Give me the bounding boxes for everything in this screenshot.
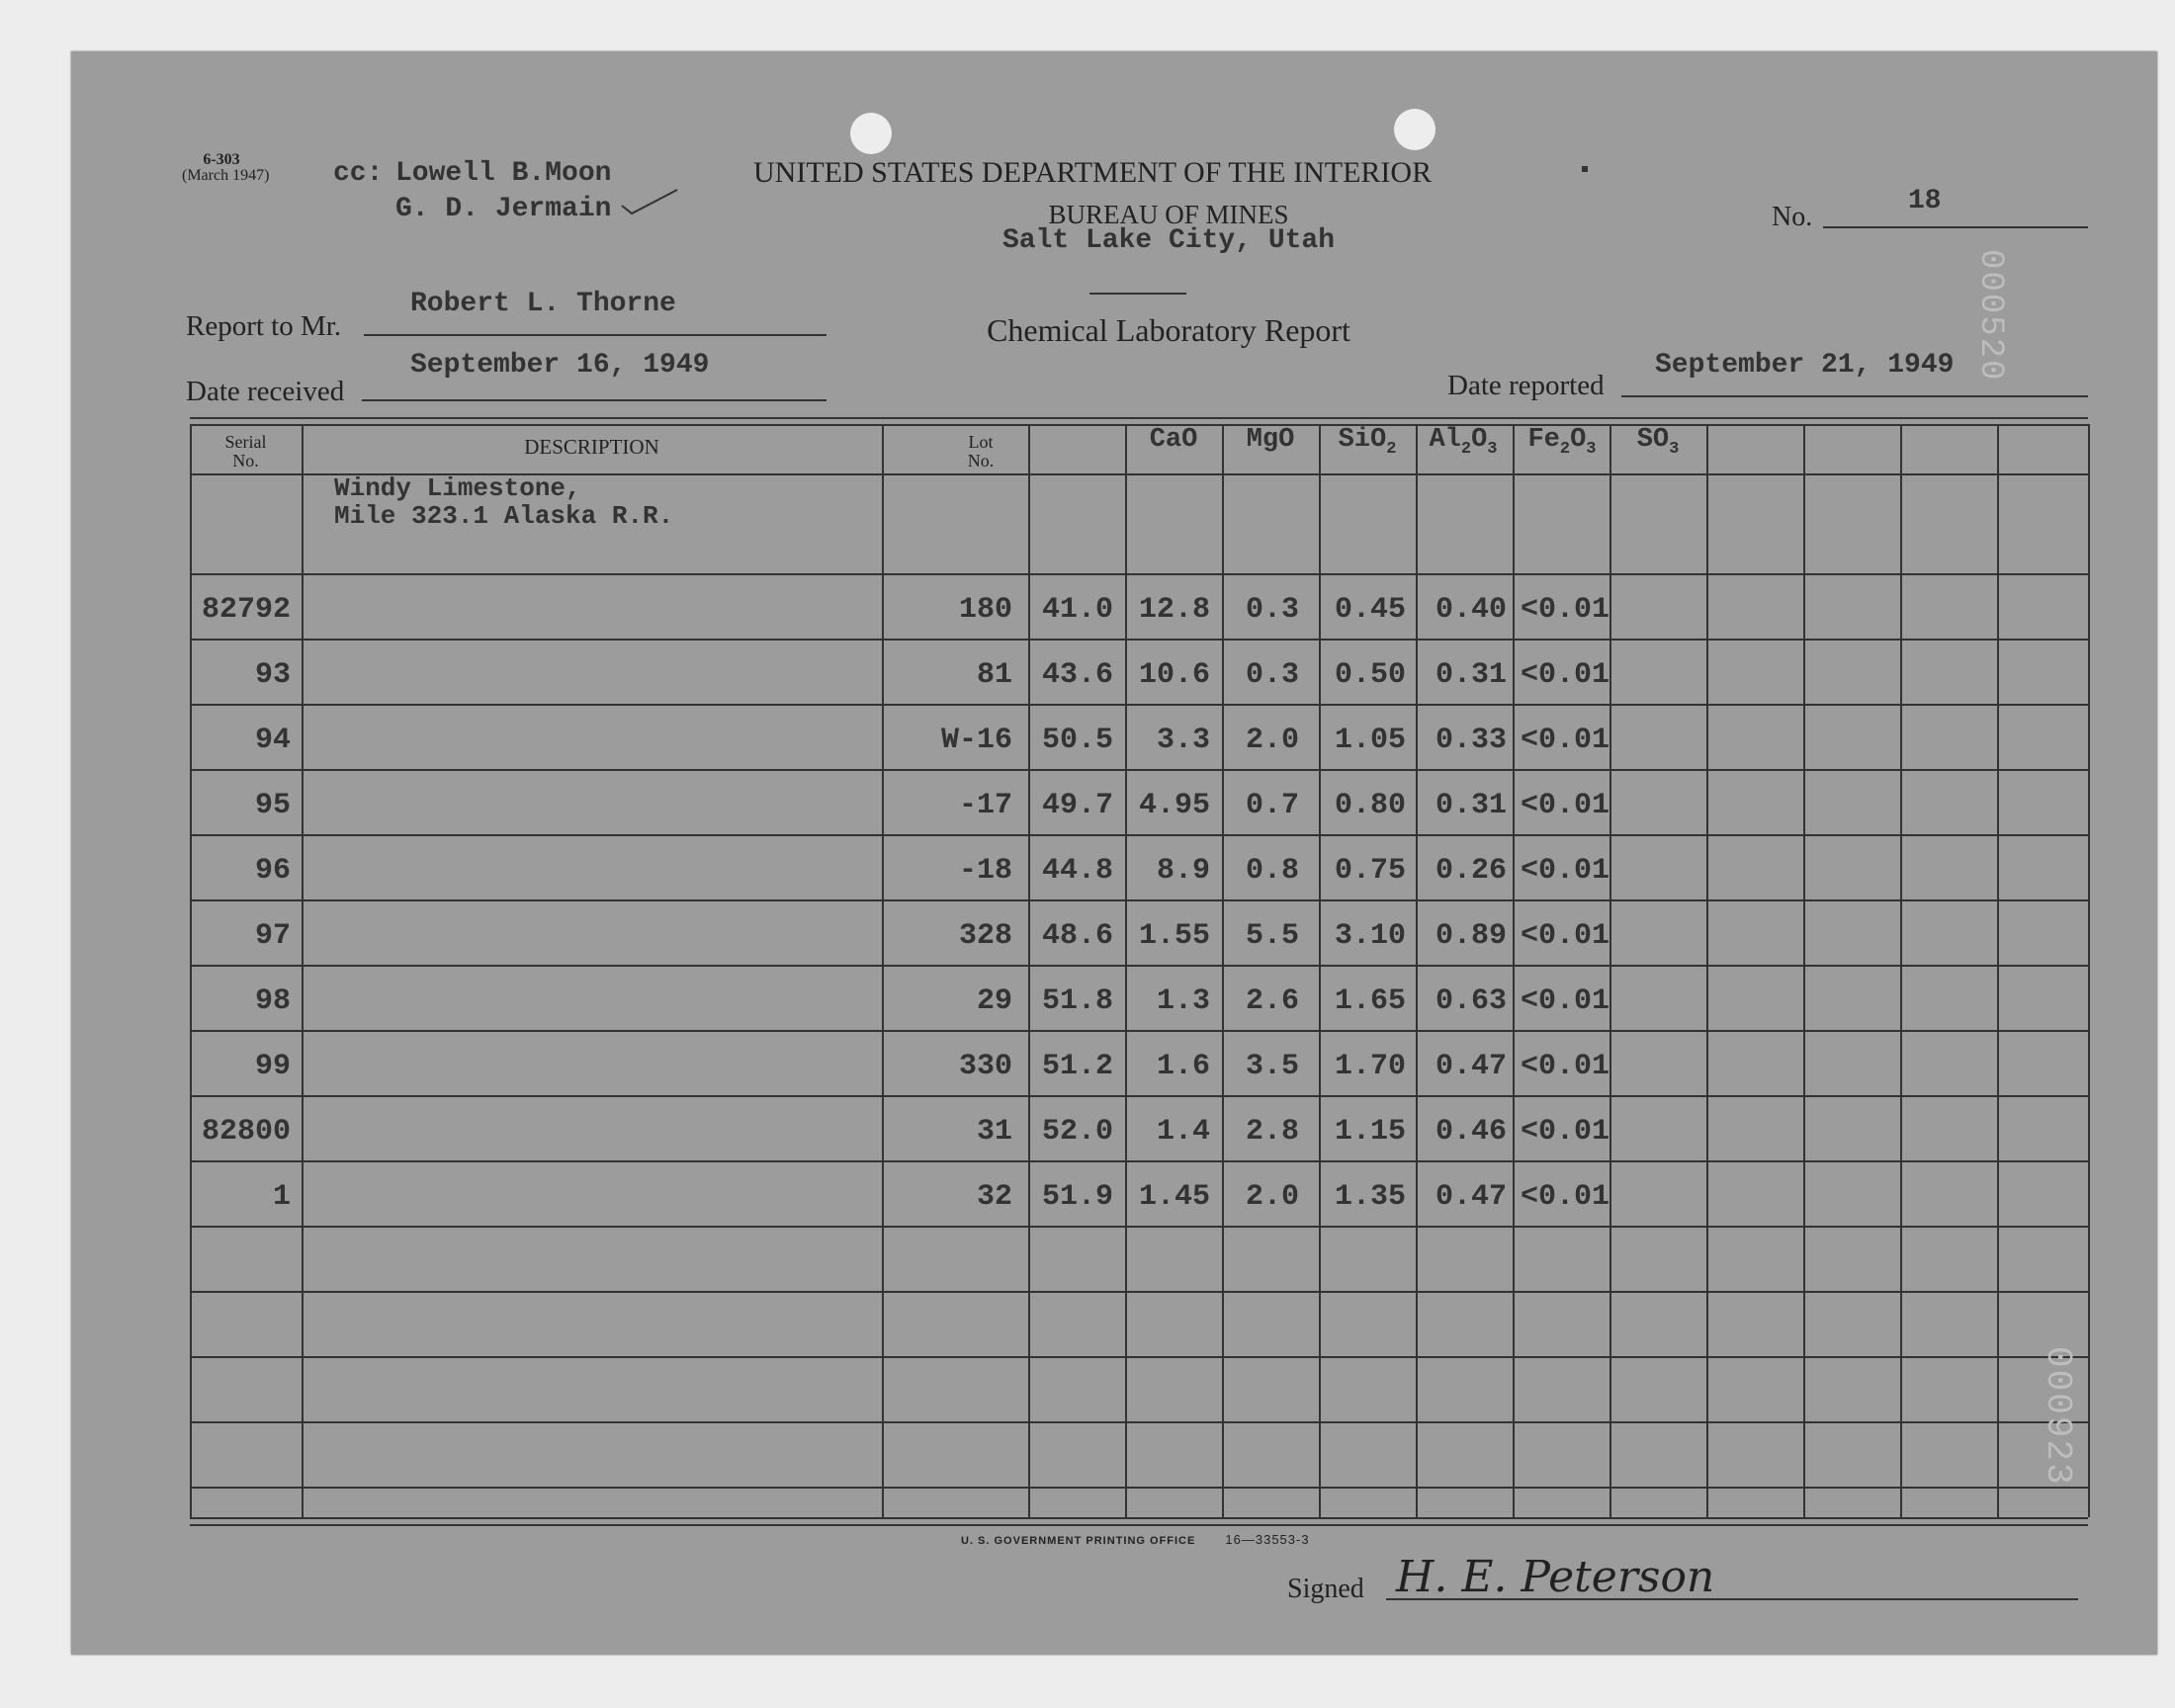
cell-lot: 328 <box>958 919 1012 953</box>
cell-serial: 93 <box>254 658 291 692</box>
col-line-blank-3 <box>1900 424 1902 1517</box>
cell-mgo: 1.3 <box>1156 984 1210 1018</box>
printer-code: 16—33553-3 <box>1225 1532 1310 1547</box>
cell-mgo: 1.55 <box>1138 919 1210 953</box>
cell-serial: 97 <box>254 919 291 953</box>
al-o-subscript: 3 <box>1487 440 1498 459</box>
cell-sio2: 2.0 <box>1245 1180 1299 1214</box>
table-top-rule <box>190 417 2088 419</box>
cell-lot: 180 <box>958 593 1012 627</box>
cell-serial: 95 <box>254 789 291 822</box>
col-line-so3 <box>1610 424 1611 1517</box>
fe-text: Fe <box>1527 425 1560 455</box>
location-text: Salt Lake City, Utah <box>1001 225 1336 256</box>
cell-cao: 44.8 <box>1041 854 1113 888</box>
fe-o-text: O <box>1570 425 1587 455</box>
cell-sio2: 2.0 <box>1245 724 1299 757</box>
cell-mgo: 4.95 <box>1138 789 1210 822</box>
report-title: Chemical Laboratory Report <box>987 312 1350 348</box>
cell-al2o3: 1.05 <box>1334 724 1406 757</box>
cell-lot: 29 <box>976 984 1012 1018</box>
cell-so3: <0.01 <box>1520 724 1610 757</box>
header-cao: CaO <box>1149 425 1198 455</box>
cell-serial: 99 <box>254 1050 291 1083</box>
cell-al2o3: 1.35 <box>1334 1180 1406 1214</box>
check-mark-icon <box>620 188 679 217</box>
header-lot-no <box>941 433 1020 470</box>
cell-cao: 51.9 <box>1041 1180 1113 1214</box>
cell-fe2o3: 0.46 <box>1435 1115 1507 1149</box>
cell-so3: <0.01 <box>1520 789 1610 822</box>
cc-recipient-1: Lowell B.Moon <box>395 158 612 189</box>
header-fe2o3 <box>1513 425 1611 459</box>
bureau-heading: BUREAU OF MINES <box>1048 200 1289 229</box>
cell-serial: 96 <box>254 854 291 888</box>
cell-fe2o3: 0.31 <box>1435 658 1507 692</box>
sio2-main-text: SiO <box>1338 425 1387 455</box>
cell-mgo: 1.4 <box>1156 1115 1210 1149</box>
cell-cao: 48.6 <box>1041 919 1113 953</box>
cell-sio2: 0.3 <box>1245 593 1299 627</box>
sio2-subscript: 2 <box>1386 440 1397 459</box>
cell-lot: -18 <box>958 854 1012 888</box>
cc-label: cc: <box>333 158 384 189</box>
col-line-al2o3 <box>1416 424 1418 1517</box>
al-o-text: O <box>1471 425 1488 455</box>
cell-serial: 98 <box>254 984 291 1018</box>
cell-sio2: 2.8 <box>1245 1115 1299 1149</box>
date-received-label: Date received <box>186 376 345 407</box>
col-line-lot <box>1028 424 1030 1517</box>
header-description: DESCRIPTION <box>524 435 659 459</box>
cell-sio2: 0.3 <box>1245 658 1299 692</box>
cell-al2o3: 1.70 <box>1334 1050 1406 1083</box>
cell-mgo: 3.3 <box>1156 724 1210 757</box>
cell-fe2o3: 0.33 <box>1435 724 1507 757</box>
header-serial-no-text: No. <box>232 451 259 470</box>
cell-lot: -17 <box>958 789 1012 822</box>
cell-lot: 330 <box>958 1050 1012 1083</box>
col-line-blank-1 <box>1706 424 1708 1517</box>
header-mgo: MgO <box>1246 425 1295 455</box>
punch-hole-right <box>1394 109 1436 150</box>
cell-so3: <0.01 <box>1520 593 1610 627</box>
cell-sio2: 5.5 <box>1245 919 1299 953</box>
report-to-value: Robert L. Thorne <box>410 289 676 319</box>
so3-main-text: SO <box>1636 425 1670 455</box>
cell-serial: 82800 <box>201 1115 291 1149</box>
header-lot-text: Lot <box>968 432 994 452</box>
report-no-value: 18 <box>1908 186 1942 216</box>
al-text: Al <box>1429 425 1461 455</box>
cell-fe2o3: 0.47 <box>1435 1180 1507 1214</box>
cell-al2o3: 0.80 <box>1334 789 1406 822</box>
cell-al2o3: 3.10 <box>1334 919 1406 953</box>
printer-line <box>961 1532 1310 1547</box>
header-al2o3 <box>1414 425 1513 459</box>
date-reported-line <box>1621 395 2088 397</box>
cell-sio2: 0.8 <box>1245 854 1299 888</box>
cell-sio2: 3.5 <box>1245 1050 1299 1083</box>
title-rule <box>1089 293 1186 295</box>
cell-cao: 51.8 <box>1041 984 1113 1018</box>
punch-hole-left <box>850 113 892 154</box>
cell-lot: W-16 <box>940 724 1012 757</box>
col-line-mgo <box>1222 424 1224 1517</box>
cell-so3: <0.01 <box>1520 658 1610 692</box>
cell-lot: 81 <box>976 658 1012 692</box>
cell-al2o3: 1.65 <box>1334 984 1406 1018</box>
signature: H. E. Peterson <box>1396 1552 1715 1602</box>
cell-fe2o3: 0.47 <box>1435 1050 1507 1083</box>
cell-fe2o3: 0.89 <box>1435 919 1507 953</box>
cell-so3: <0.01 <box>1520 1115 1610 1149</box>
description-text <box>334 474 673 530</box>
header-sio2 <box>1319 425 1416 459</box>
date-received-value: September 16, 1949 <box>410 350 710 381</box>
cell-fe2o3: 0.31 <box>1435 789 1507 822</box>
date-received-line <box>362 399 826 401</box>
cell-so3: <0.01 <box>1520 984 1610 1018</box>
cell-so3: <0.01 <box>1520 919 1610 953</box>
cell-serial: 94 <box>254 724 291 757</box>
table-bottom-rule <box>190 1517 2088 1519</box>
printer-name: U. S. GOVERNMENT PRINTING OFFICE <box>961 1535 1196 1547</box>
cell-sio2: 2.6 <box>1245 984 1299 1018</box>
col-line-serial <box>302 424 304 1517</box>
date-reported-label: Date reported <box>1447 370 1605 401</box>
col-line-right <box>2088 424 2090 1517</box>
cell-mgo: 12.8 <box>1138 593 1210 627</box>
cell-lot: 31 <box>976 1115 1012 1149</box>
cell-mgo: 8.9 <box>1156 854 1210 888</box>
cell-al2o3: 0.75 <box>1334 854 1406 888</box>
cell-so3: <0.01 <box>1520 854 1610 888</box>
col-line-blank-2 <box>1803 424 1805 1517</box>
date-reported-value: September 21, 1949 <box>1655 350 1955 381</box>
so3-subscript: 3 <box>1669 440 1680 459</box>
cell-fe2o3: 0.26 <box>1435 854 1507 888</box>
description-line-1: Windy Limestone, <box>334 473 581 503</box>
cell-serial: 82792 <box>201 593 291 627</box>
cell-al2o3: 0.50 <box>1334 658 1406 692</box>
cell-cao: 51.2 <box>1041 1050 1113 1083</box>
cell-sio2: 0.7 <box>1245 789 1299 822</box>
department-heading: UNITED STATES DEPARTMENT OF THE INTERIOR <box>753 156 1433 189</box>
form-date-text: (March 1947) <box>182 167 270 184</box>
cell-cao: 41.0 <box>1041 593 1113 627</box>
header-serial-no <box>190 433 302 470</box>
col-line-sio2 <box>1319 424 1321 1517</box>
table-bottom-rule-2 <box>190 1524 2088 1526</box>
cell-serial: 1 <box>272 1180 291 1214</box>
cell-fe2o3: 0.63 <box>1435 984 1507 1018</box>
cell-so3: <0.01 <box>1520 1050 1610 1083</box>
col-line-cao <box>1125 424 1127 1517</box>
col-line-description <box>882 424 884 1517</box>
cc-recipient-2: G. D. Jermain <box>395 194 612 224</box>
form-number <box>182 151 270 184</box>
header-serial-text: Serial <box>224 432 267 452</box>
cell-cao: 49.7 <box>1041 789 1113 822</box>
report-sheet <box>71 51 2157 1655</box>
col-line-fe2o3 <box>1513 424 1515 1517</box>
cell-mgo: 1.6 <box>1156 1050 1210 1083</box>
cell-lot: 32 <box>976 1180 1012 1214</box>
cell-mgo: 1.45 <box>1138 1180 1210 1214</box>
description-line-2: Mile 323.1 Alaska R.R. <box>334 501 674 531</box>
cell-cao: 43.6 <box>1041 658 1113 692</box>
cell-al2o3: 1.15 <box>1334 1115 1406 1149</box>
al-subscript: 2 <box>1460 440 1472 459</box>
col-line-left <box>190 424 192 1517</box>
cell-cao: 50.5 <box>1041 724 1113 757</box>
fe-subscript: 2 <box>1559 440 1571 459</box>
cell-fe2o3: 0.40 <box>1435 593 1507 627</box>
report-no-label: No. <box>1772 202 1813 232</box>
cell-so3: <0.01 <box>1520 1180 1610 1214</box>
report-to-line <box>364 334 826 336</box>
report-to-label: Report to Mr. <box>186 310 342 342</box>
fe-o-subscript: 3 <box>1586 440 1597 459</box>
report-no-line <box>1823 226 2088 228</box>
header-so3 <box>1610 425 1706 459</box>
stamp-number-top: 000520 <box>1971 249 2009 383</box>
stamp-number-side: 000923 <box>2038 1346 2078 1487</box>
form-number-text: 6-303 <box>203 151 240 168</box>
signed-label: Signed <box>1287 1574 1364 1604</box>
cell-al2o3: 0.45 <box>1334 593 1406 627</box>
dot-mark <box>1582 166 1588 172</box>
cell-cao: 52.0 <box>1041 1115 1113 1149</box>
col-line-blank-4 <box>1997 424 1999 1517</box>
cell-mgo: 10.6 <box>1138 658 1210 692</box>
header-lot-no-text: No. <box>967 451 995 470</box>
